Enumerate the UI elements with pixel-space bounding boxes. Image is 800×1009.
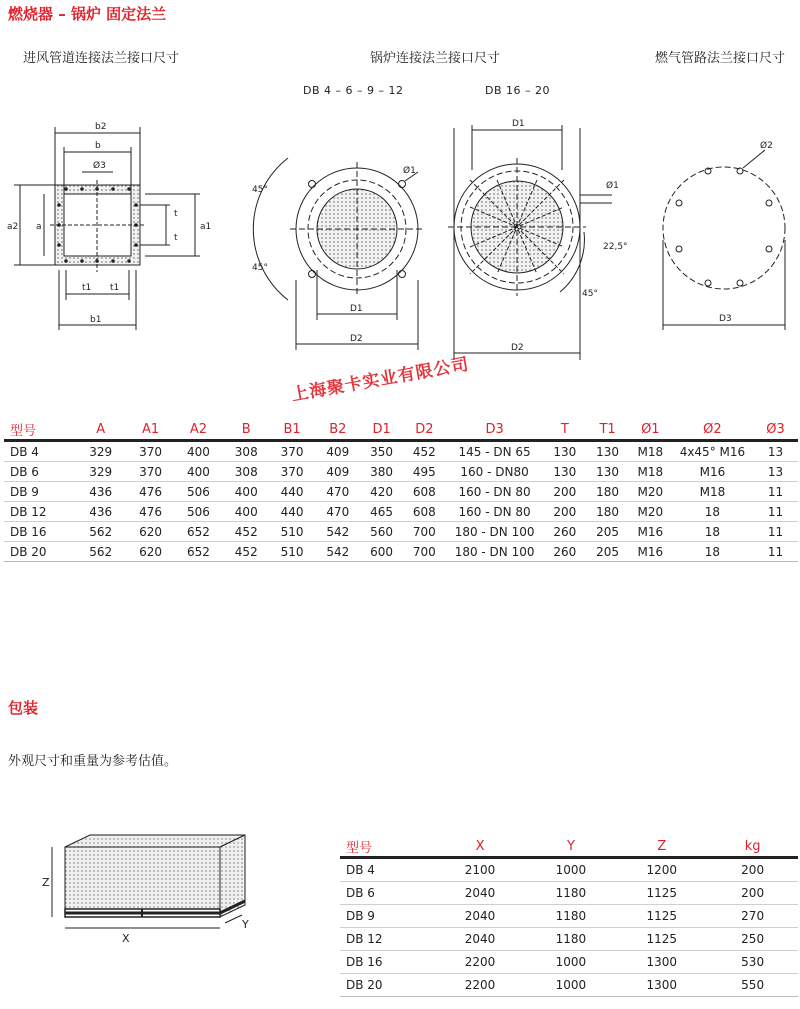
packaging-cell: DB 4 (340, 858, 435, 882)
spec-header-cell: T (543, 419, 586, 441)
square-flange-drawing (14, 127, 200, 330)
spec-cell: 13 (753, 462, 798, 482)
label-d2-small: D2 (350, 334, 363, 344)
model-group-large: DB 16 – 20 (485, 84, 551, 97)
spec-cell: 11 (753, 542, 798, 562)
packaging-table-row (340, 951, 798, 974)
spec-cell: 562 (73, 522, 128, 542)
page-title: 燃烧器 – 锅炉 固定法兰 (8, 5, 167, 23)
spec-table-row (4, 441, 798, 462)
spec-cell: 400 (224, 482, 269, 502)
spec-cell: DB 12 (4, 502, 73, 522)
spec-cell: 200 (543, 502, 586, 522)
spec-cell: 420 (360, 482, 403, 502)
caption-inlet-flange: 进风管道连接法兰接口尺寸 (23, 51, 180, 66)
spec-cell: 652 (173, 522, 224, 542)
spec-cell: 18 (672, 502, 753, 522)
packaging-cell: DB 12 (340, 928, 435, 951)
spec-header-cell: D1 (360, 419, 403, 441)
spec-cell: 350 (360, 441, 403, 462)
packaging-header-cell: X (435, 836, 526, 858)
spec-cell: 370 (128, 462, 173, 482)
spec-cell: 130 (586, 441, 629, 462)
spec-cell: 370 (128, 441, 173, 462)
packaging-header-cell: Y (525, 836, 616, 858)
packaging-cell: 2100 (435, 858, 526, 882)
spec-table (4, 419, 798, 562)
spec-cell: 180 (586, 482, 629, 502)
spec-cell: 130 (543, 462, 586, 482)
spec-cell: 470 (315, 482, 360, 502)
spec-cell: 370 (269, 462, 316, 482)
spec-cell: M16 (629, 522, 672, 542)
spec-cell: 308 (224, 441, 269, 462)
spec-cell: 308 (224, 462, 269, 482)
spec-header-cell: A (73, 419, 128, 441)
spec-cell: 506 (173, 502, 224, 522)
label-d3: D3 (719, 314, 732, 324)
caption-boiler-flange: 锅炉连接法兰接口尺寸 (370, 51, 501, 66)
spec-header-cell: D3 (446, 419, 544, 441)
packaging-table-row (340, 905, 798, 928)
spec-table-header (4, 419, 798, 441)
spec-cell: 600 (360, 542, 403, 562)
spec-cell: 470 (315, 502, 360, 522)
boiler-flange-small-drawing (253, 158, 424, 350)
label-t-lower: t (174, 233, 178, 243)
packaging-cell: DB 16 (340, 951, 435, 974)
spec-cell: DB 9 (4, 482, 73, 502)
spec-table-row (4, 522, 798, 542)
spec-cell: 409 (315, 441, 360, 462)
spec-header-cell: 型号 (4, 419, 73, 441)
label-45-upper: 45° (252, 185, 268, 195)
model-group-small: DB 4 – 6 – 9 – 12 (303, 84, 404, 97)
spec-cell: 400 (173, 441, 224, 462)
crate-drawing (20, 825, 260, 950)
packaging-header-cell: 型号 (340, 836, 435, 858)
spec-cell: 476 (128, 502, 173, 522)
packaging-cell: 250 (707, 928, 798, 951)
packaging-cell: 2040 (435, 905, 526, 928)
label-phi1-large: Ø1 (606, 181, 619, 191)
packaging-cell: DB 20 (340, 974, 435, 997)
gas-flange-drawing (663, 150, 785, 330)
spec-table-row (4, 542, 798, 562)
axis-x-label: X (122, 932, 130, 945)
packaging-cell: 1000 (525, 974, 616, 997)
spec-cell: DB 16 (4, 522, 73, 542)
packaging-cell: 1180 (525, 882, 616, 905)
spec-cell: 400 (224, 502, 269, 522)
spec-table-row (4, 482, 798, 502)
spec-cell: 400 (173, 462, 224, 482)
label-d1-large: D1 (512, 119, 525, 129)
packaging-table-row (340, 928, 798, 951)
spec-cell: 200 (543, 482, 586, 502)
spec-cell: 476 (128, 482, 173, 502)
spec-cell: 329 (73, 441, 128, 462)
spec-header-cell: A2 (173, 419, 224, 441)
spec-cell: 13 (753, 441, 798, 462)
spec-header-cell: Ø1 (629, 419, 672, 441)
packaging-cell: 530 (707, 951, 798, 974)
label-22-5: 22,5° (603, 242, 628, 252)
spec-cell: 495 (403, 462, 446, 482)
spec-cell: 465 (360, 502, 403, 522)
spec-cell: 160 - DN80 (446, 462, 544, 482)
spec-cell: M18 (629, 441, 672, 462)
packaging-table-row (340, 858, 798, 882)
label-phi2: Ø2 (760, 141, 773, 151)
packaging-cell: 2040 (435, 882, 526, 905)
spec-cell: 260 (543, 522, 586, 542)
label-45-lower: 45° (252, 263, 268, 273)
spec-cell: M20 (629, 502, 672, 522)
label-d1-small: D1 (350, 304, 363, 314)
flange-drawings (0, 100, 800, 360)
spec-cell: 180 (586, 502, 629, 522)
label-t-upper: t (174, 209, 178, 219)
spec-cell: 510 (269, 542, 316, 562)
label-t1-left: t1 (82, 283, 92, 293)
spec-cell: 205 (586, 522, 629, 542)
spec-header-cell: A1 (128, 419, 173, 441)
spec-header-cell: Ø3 (753, 419, 798, 441)
label-phi3: Ø3 (93, 161, 106, 171)
spec-cell: 608 (403, 482, 446, 502)
spec-cell: 542 (315, 542, 360, 562)
spec-header-cell: B2 (315, 419, 360, 441)
packaging-cell: 1300 (616, 951, 707, 974)
packaging-cell: 1125 (616, 882, 707, 905)
spec-header-cell: B1 (269, 419, 316, 441)
axis-y-label: Y (242, 918, 249, 931)
spec-cell: 510 (269, 522, 316, 542)
spec-cell: 700 (403, 542, 446, 562)
packaging-cell: DB 6 (340, 882, 435, 905)
spec-header-cell: D2 (403, 419, 446, 441)
packaging-cell: 1300 (616, 974, 707, 997)
spec-cell: 11 (753, 502, 798, 522)
spec-cell: 700 (403, 522, 446, 542)
packaging-cell: 1180 (525, 905, 616, 928)
spec-cell: 436 (73, 482, 128, 502)
packaging-cell: 1200 (616, 858, 707, 882)
label-d2-large: D2 (511, 343, 524, 353)
packaging-note: 外观尺寸和重量为参考估值。 (8, 754, 178, 769)
packaging-cell: 2040 (435, 928, 526, 951)
spec-cell: DB 20 (4, 542, 73, 562)
packaging-table-row (340, 974, 798, 997)
spec-cell: 380 (360, 462, 403, 482)
spec-header-cell: T1 (586, 419, 629, 441)
spec-cell: M18 (629, 462, 672, 482)
spec-table-row (4, 462, 798, 482)
spec-cell: M16 (629, 542, 672, 562)
spec-cell: DB 6 (4, 462, 73, 482)
label-a2: a2 (7, 222, 19, 232)
spec-cell: 542 (315, 522, 360, 542)
spec-cell: 130 (586, 462, 629, 482)
spec-table-row (4, 502, 798, 522)
packaging-cell: 200 (707, 858, 798, 882)
spec-cell: 452 (224, 542, 269, 562)
label-b2: b2 (95, 122, 107, 132)
spec-header-cell: B (224, 419, 269, 441)
label-t1-right: t1 (110, 283, 120, 293)
packaging-header-cell: kg (707, 836, 798, 858)
spec-cell: 370 (269, 441, 316, 462)
caption-gas-flange: 燃气管路法兰接口尺寸 (655, 51, 786, 66)
spec-cell: 4x45° M16 (672, 441, 753, 462)
spec-cell: 652 (173, 542, 224, 562)
label-a: a (36, 222, 42, 232)
packaging-cell: 1000 (525, 858, 616, 882)
spec-cell: 205 (586, 542, 629, 562)
spec-cell: M16 (672, 462, 753, 482)
packaging-cell: 550 (707, 974, 798, 997)
spec-cell: DB 4 (4, 441, 73, 462)
label-a1: a1 (200, 222, 212, 232)
label-45-large: 45° (582, 289, 598, 299)
spec-cell: 260 (543, 542, 586, 562)
packaging-header-cell: Z (616, 836, 707, 858)
spec-cell: 452 (224, 522, 269, 542)
spec-cell: 329 (73, 462, 128, 482)
spec-cell: 145 - DN 65 (446, 441, 544, 462)
spec-cell: 11 (753, 482, 798, 502)
spec-cell: 506 (173, 482, 224, 502)
company-stamp: 上海聚卡实业有限公司 (290, 354, 471, 406)
label-b1: b1 (90, 315, 102, 325)
packaging-cell: 1125 (616, 928, 707, 951)
packaging-cell: DB 9 (340, 905, 435, 928)
spec-cell: 560 (360, 522, 403, 542)
spec-cell: 11 (753, 522, 798, 542)
spec-cell: M20 (629, 482, 672, 502)
packaging-cell: 200 (707, 882, 798, 905)
spec-cell: 160 - DN 80 (446, 502, 544, 522)
spec-cell: M18 (672, 482, 753, 502)
packaging-table-row (340, 882, 798, 905)
packaging-table-header (340, 836, 798, 858)
spec-cell: 452 (403, 441, 446, 462)
packaging-cell: 2200 (435, 951, 526, 974)
spec-cell: 436 (73, 502, 128, 522)
boiler-flange-large-drawing (448, 125, 612, 360)
spec-cell: 130 (543, 441, 586, 462)
packaging-cell: 1180 (525, 928, 616, 951)
spec-cell: 18 (672, 542, 753, 562)
packaging-cell: 1000 (525, 951, 616, 974)
spec-cell: 440 (269, 502, 316, 522)
label-phi1-small: Ø1 (403, 166, 416, 176)
spec-cell: 160 - DN 80 (446, 482, 544, 502)
packaging-cell: 270 (707, 905, 798, 928)
spec-header-cell: Ø2 (672, 419, 753, 441)
axis-z-label: Z (42, 876, 50, 889)
spec-cell: 180 - DN 100 (446, 542, 544, 562)
spec-cell: 562 (73, 542, 128, 562)
packaging-cell: 2200 (435, 974, 526, 997)
spec-cell: 440 (269, 482, 316, 502)
packaging-cell: 1125 (616, 905, 707, 928)
spec-cell: 409 (315, 462, 360, 482)
packaging-title: 包装 (8, 699, 39, 717)
packaging-table (340, 836, 798, 997)
label-b: b (95, 141, 101, 151)
spec-cell: 608 (403, 502, 446, 522)
spec-cell: 18 (672, 522, 753, 542)
spec-cell: 180 - DN 100 (446, 522, 544, 542)
spec-cell: 620 (128, 522, 173, 542)
spec-cell: 620 (128, 542, 173, 562)
